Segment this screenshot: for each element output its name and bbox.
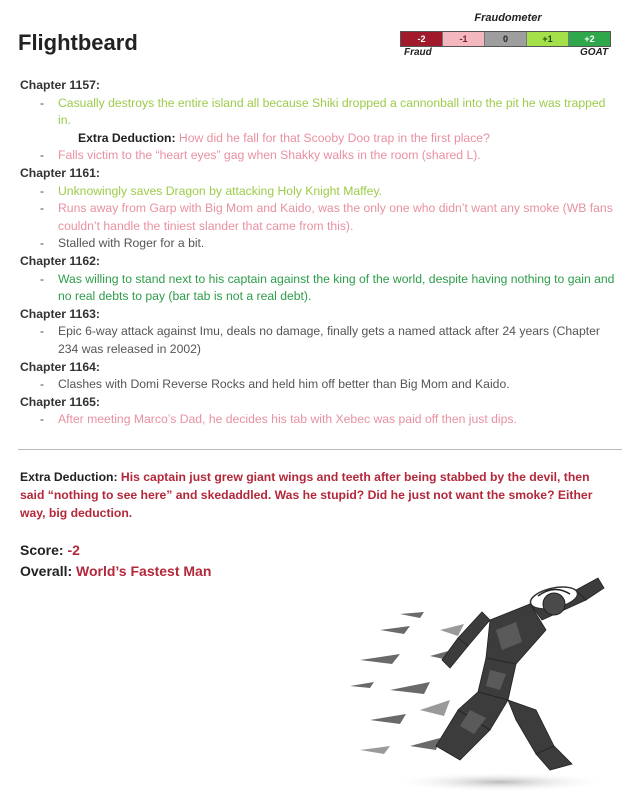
- fraudometer-cell: 0: [485, 32, 527, 46]
- bullet-dash: -: [40, 201, 45, 216]
- overall-label: Overall:: [20, 563, 73, 579]
- list-item-text: Was willing to stand next to his captain against the king of the world, despite having nothing to gain and no real debts to pay (bar tab is not a real debt).: [58, 271, 615, 304]
- score-label: Score:: [20, 542, 64, 558]
- chapter-heading: Chapter 1161:: [20, 165, 100, 180]
- list-item: [20, 376, 620, 394]
- list-item-text: Runs away from Garp with Big Mom and Kaido, was the only one who didn’t want any smoke (WB fans couldn’t handle the tiniest slander that came from this).: [58, 201, 613, 233]
- chapter-heading: Chapter 1164:: [20, 359, 100, 374]
- chapter-heading: Chapter 1165:: [20, 394, 100, 409]
- chapter-list: [20, 77, 620, 429]
- fraudometer-cell: +1: [527, 32, 569, 46]
- list-item: [20, 323, 620, 358]
- list-item-text: Stalled with Roger for a bit.: [58, 236, 205, 251]
- fraudometer-title: Fraudometer: [474, 12, 542, 24]
- list-item: [20, 95, 620, 130]
- bullet-dash: -: [40, 412, 45, 427]
- fraudometer-cell: -2: [401, 32, 443, 46]
- bullet-dash: -: [40, 271, 45, 286]
- chapter-heading: Chapter 1162:: [20, 253, 100, 268]
- chapter-heading: Chapter 1163:: [20, 306, 100, 321]
- list-item-text: Falls victim to the “heart eyes” gag when Shakky walks in the room (shared L).: [58, 148, 481, 163]
- bullet-dash: -: [40, 236, 45, 251]
- bullet-dash: -: [40, 377, 45, 392]
- page-title: Flightbeard: [18, 30, 138, 55]
- list-item-text: After meeting Marco’s Dad, he decides his tab with Xebec was paid off then just dips.: [58, 412, 517, 427]
- list-item-text: Casually destroys the entire island all because Shiki dropped a cannonball into the pit he was trapped in.: [58, 95, 606, 128]
- list-item-text: Unknowingly saves Dragon by attacking Holy Knight Maffey.: [58, 183, 383, 198]
- bullet-dash: -: [40, 148, 45, 163]
- bullet-dash: -: [40, 95, 45, 110]
- list-item: [20, 271, 620, 306]
- fraudometer-cell: +2: [569, 32, 610, 46]
- score-value: -2: [67, 542, 80, 558]
- fraudometer-cell: -1: [443, 32, 485, 46]
- extra-deduction-block: [20, 468, 610, 522]
- divider: [18, 449, 622, 450]
- extra-deduction-label: Extra Deduction:: [78, 130, 176, 145]
- list-item: [20, 183, 620, 201]
- chapter-heading: Chapter 1157:: [20, 78, 100, 92]
- fraudometer-scale: [400, 31, 611, 47]
- list-item: [20, 147, 620, 165]
- overall-line: [20, 563, 211, 579]
- bullet-dash: -: [40, 324, 45, 339]
- fraudometer-high-label: GOAT: [580, 47, 609, 58]
- running-man-icon: [340, 560, 620, 800]
- list-item: [20, 411, 620, 429]
- extra-deduction-text: His captain just grew giant wings and teeth after being stabbed by the devil, then said “nothing to see here” and skedaddled. Was he stupid? Did he just not want the smoke? Either way, big deduction.: [20, 470, 593, 520]
- overall-value: World’s Fastest Man: [76, 563, 212, 579]
- extra-deduction-item: [20, 130, 620, 148]
- extra-deduction-label: Extra Deduction:: [20, 470, 118, 484]
- fraudometer-low-label: Fraud: [404, 47, 432, 58]
- extra-deduction-text: How did he fall for that Scooby Doo trap in the first place?: [178, 130, 490, 145]
- list-item-text: Clashes with Domi Reverse Rocks and held him off better than Big Mom and Kaido.: [58, 377, 510, 392]
- list-item: [20, 200, 620, 235]
- bullet-dash: -: [40, 183, 45, 198]
- list-item: [20, 235, 620, 253]
- list-item-text: Epic 6-way attack against Imu, deals no damage, finally gets a named attack after 24 years (Chapter 234 was released in 2002): [58, 324, 600, 356]
- score-line: [20, 542, 80, 558]
